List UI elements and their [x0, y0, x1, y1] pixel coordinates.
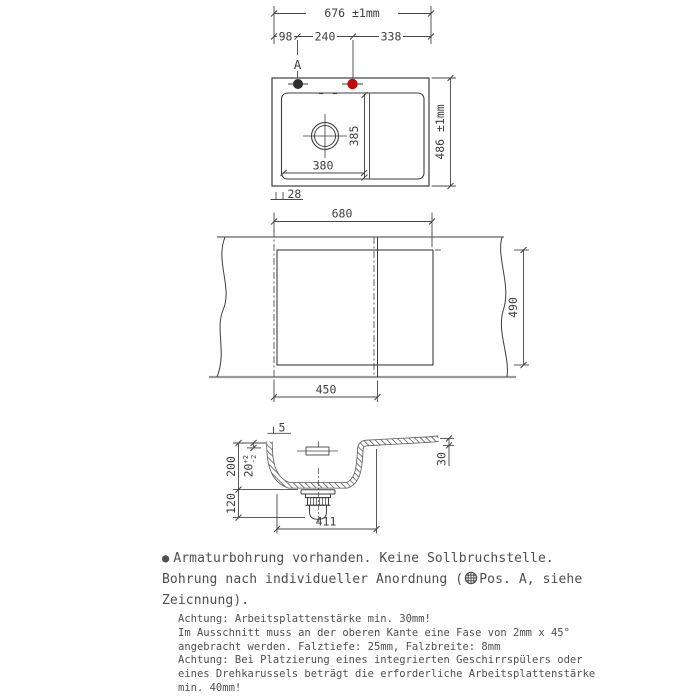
drain-thread-ribs [311, 498, 326, 506]
note-line-2-post: Pos. A, siehe [479, 572, 583, 587]
dim-cutout-depth: 490 [506, 297, 520, 318]
dim-bowl-depth: 385 [347, 125, 361, 147]
dim-edge-offset: 28 [287, 187, 302, 201]
warning-line: Achtung: Bei Platzierung eines integrierten Geschirrspülers oder [178, 654, 583, 667]
warning-line: min. 40mm! [178, 681, 242, 694]
dim-bottom-width: 411 [315, 514, 337, 529]
dim-cutout-width: 680 [331, 206, 353, 221]
dim-right-edge: 30 [434, 452, 449, 466]
top-view-dimensions [271, 6, 457, 200]
dim-overall-depth: 486 ±1mm [433, 104, 447, 160]
dim-rim-height-value: 20 [241, 463, 256, 478]
warning-line: Achtung: Arbeitsplattenstärke min. 30mm! [178, 613, 431, 625]
note-line-2 [162, 569, 582, 590]
dim-rim-height [242, 455, 259, 478]
faucet-hole-red-marker [347, 79, 357, 89]
notes-warnings [178, 613, 658, 696]
cutout-view [209, 230, 516, 381]
bullet-icon: ● [162, 551, 170, 565]
faucet-hole-a-marker [293, 79, 303, 89]
warning-line: Im Ausschnitt muss an der oberen Kante eine Fase von 2mm x 45° [178, 626, 570, 639]
drain-flange-top [301, 490, 335, 494]
drain-flange-lower [306, 494, 331, 498]
dim-drain-height: 120 [224, 493, 238, 514]
dim-seg-mid: 240 [314, 29, 336, 44]
cutout-view-dimensions [271, 213, 529, 403]
dim-overall-width: 676 ±1mm [324, 6, 380, 20]
hole-a-label: A [293, 57, 302, 72]
dim-bowl-width: 380 [312, 158, 334, 173]
dim-cutout-bowl-width: 450 [315, 382, 337, 397]
warning-line: eines Drehkarussels beträgt die erforderliche Arbeitsplattenstärke [178, 668, 596, 681]
cutout-view-dim-labels [316, 207, 520, 397]
dim-seg-right: 338 [380, 29, 402, 44]
section-view [269, 439, 438, 523]
dim-seg-left: 98 [278, 29, 293, 44]
note-line-3: Zeicnnung). [162, 593, 250, 608]
note-line-2-pre: Bohrung nach individueller Anordnung ( [162, 572, 464, 587]
top-view-dim-labels [279, 6, 447, 201]
hatched-circle-icon [464, 571, 478, 585]
cutout-rect [277, 250, 433, 365]
note-line-1-text: Armaturbohrung vorhanden. Keine Sollbruchstelle. [173, 551, 554, 566]
dim-rim-overhang: 5 [278, 420, 286, 435]
warning-line: angebracht werden. Falztiefe: 25mm, Falzbreite: 8mm [178, 640, 501, 653]
break-line-left [217, 237, 226, 377]
section-view-dim-labels [224, 421, 449, 529]
sink-profile-hatch [269, 439, 438, 486]
dim-rim-tol-upper: +2 [242, 455, 250, 464]
notes-main [162, 548, 582, 611]
dim-bowl-depth-section: 200 [224, 456, 238, 477]
dim-rim-tol-lower: -2 [250, 454, 258, 464]
note-line-1 [162, 548, 582, 569]
